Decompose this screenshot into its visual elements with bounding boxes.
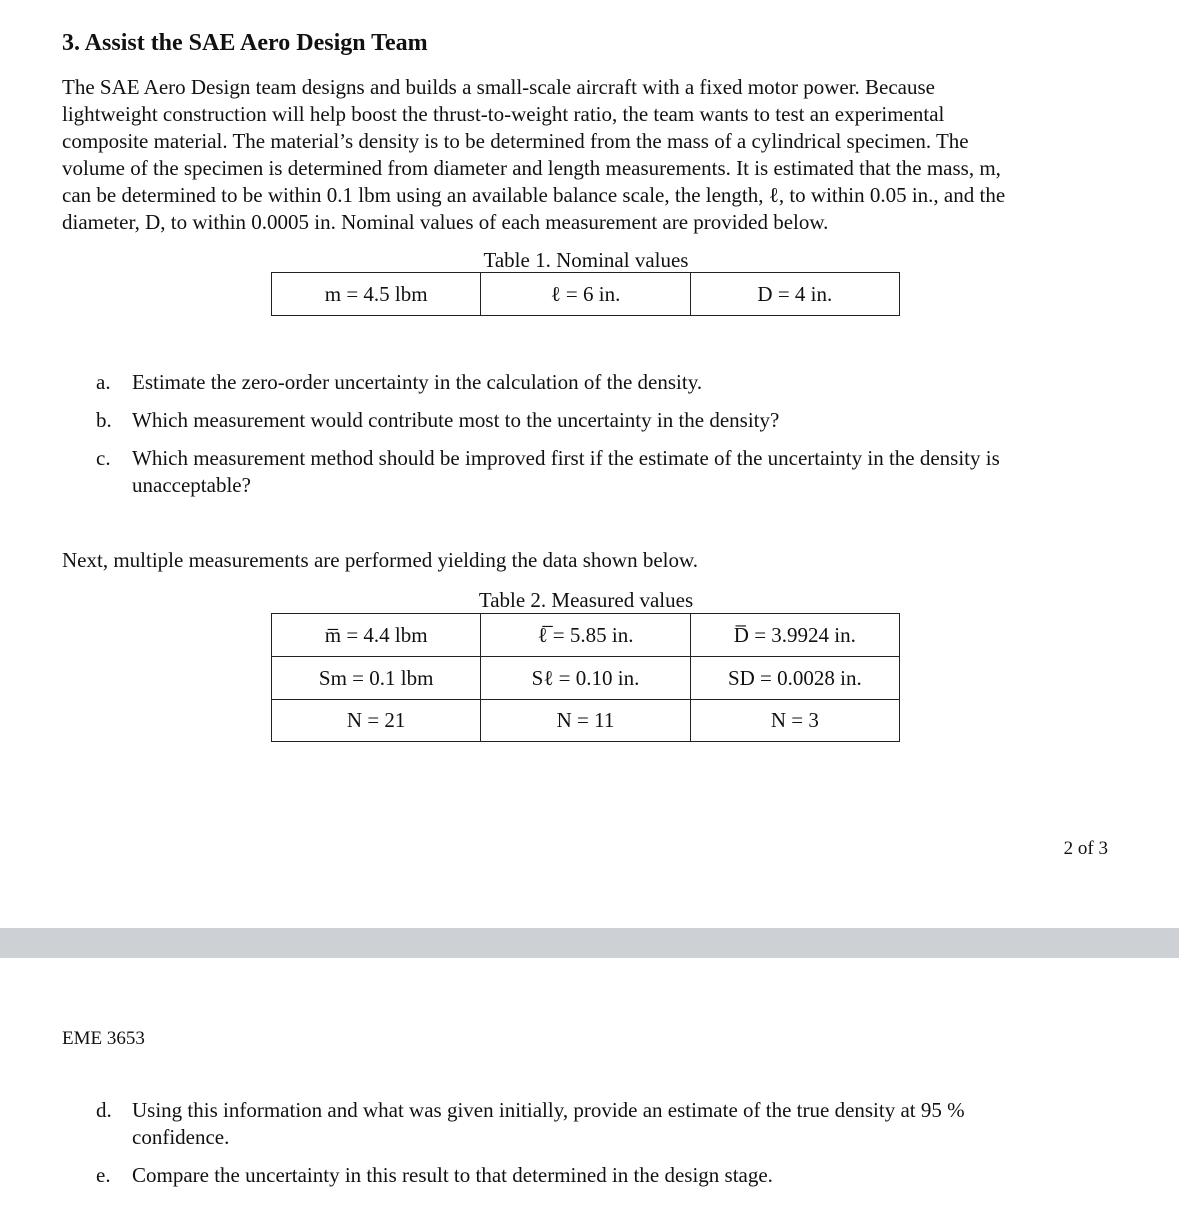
table-cell: SD = 0.0028 in. xyxy=(690,657,899,700)
question-label: d. xyxy=(96,1098,112,1122)
description-line: volume of the specimen is determined from diameter and length measurements. It is estimated that the mass, m, xyxy=(62,156,1001,180)
question-label: c. xyxy=(96,446,111,470)
question-text: Which measurement method should be improved first if the estimate of the uncertainty in the density is xyxy=(132,446,1000,470)
description-line: diameter, D, to within 0.0005 in. Nominal values of each measurement are provided below. xyxy=(62,210,829,234)
table-cell: ℓ̅ = 5.85 in. xyxy=(481,614,690,657)
table-cell: N = 11 xyxy=(481,700,690,742)
course-code: EME 3653 xyxy=(62,1028,145,1049)
question-label: e. xyxy=(96,1163,111,1187)
page-number: 2 of 3 xyxy=(1063,838,1108,859)
table-cell: N = 3 xyxy=(690,700,899,742)
page-separator xyxy=(0,928,1179,958)
question-text: Compare the uncertainty in this result to that determined in the design stage. xyxy=(132,1163,773,1187)
next-measurements-text: Next, multiple measurements are performed yielding the data shown below. xyxy=(62,548,699,572)
question-text: confidence. xyxy=(132,1125,230,1149)
table-cell-diameter: D = 4 in. xyxy=(690,273,899,316)
table-cell-mass: m = 4.5 lbm xyxy=(272,273,481,316)
table2-caption: Table 2. Measured values xyxy=(478,588,694,612)
table-row xyxy=(272,700,900,742)
description-line: composite material. The material’s density is to be determined from the mass of a cylindrical specimen. The xyxy=(62,129,969,153)
question-text: Estimate the zero-order uncertainty in the calculation of the density. xyxy=(132,370,703,394)
table-cell: N = 21 xyxy=(272,700,481,742)
problem-title: 3. Assist the SAE Aero Design Team xyxy=(62,30,428,56)
description-line: can be determined to be within 0.1 lbm using an available balance scale, the length, ℓ, to within 0.05 in., and the xyxy=(62,183,1006,207)
nominal-values-table xyxy=(271,272,900,316)
table-cell: Sm = 0.1 lbm xyxy=(272,657,481,700)
question-label: b. xyxy=(96,408,112,432)
question-text: Using this information and what was given initially, provide an estimate of the true density at 95 % xyxy=(132,1098,965,1122)
table-row xyxy=(272,614,900,657)
table-cell: m̅ = 4.4 lbm xyxy=(272,614,481,657)
table-cell-length: ℓ = 6 in. xyxy=(481,273,690,316)
table-cell: D̅ = 3.9924 in. xyxy=(690,614,899,657)
question-text: Which measurement would contribute most to the uncertainty in the density? xyxy=(132,408,780,432)
measured-values-table xyxy=(271,613,900,742)
description-line: The SAE Aero Design team designs and builds a small-scale aircraft with a fixed motor power. Because xyxy=(62,75,935,99)
table-row xyxy=(272,657,900,700)
description-line: lightweight construction will help boost the thrust-to-weight ratio, the team wants to test an experimental xyxy=(62,102,945,126)
problem-description xyxy=(62,74,1122,236)
question-label: a. xyxy=(96,370,111,394)
question-text: unacceptable? xyxy=(132,473,251,497)
table1-caption: Table 1. Nominal values xyxy=(483,248,689,272)
table-cell: Sℓ = 0.10 in. xyxy=(481,657,690,700)
